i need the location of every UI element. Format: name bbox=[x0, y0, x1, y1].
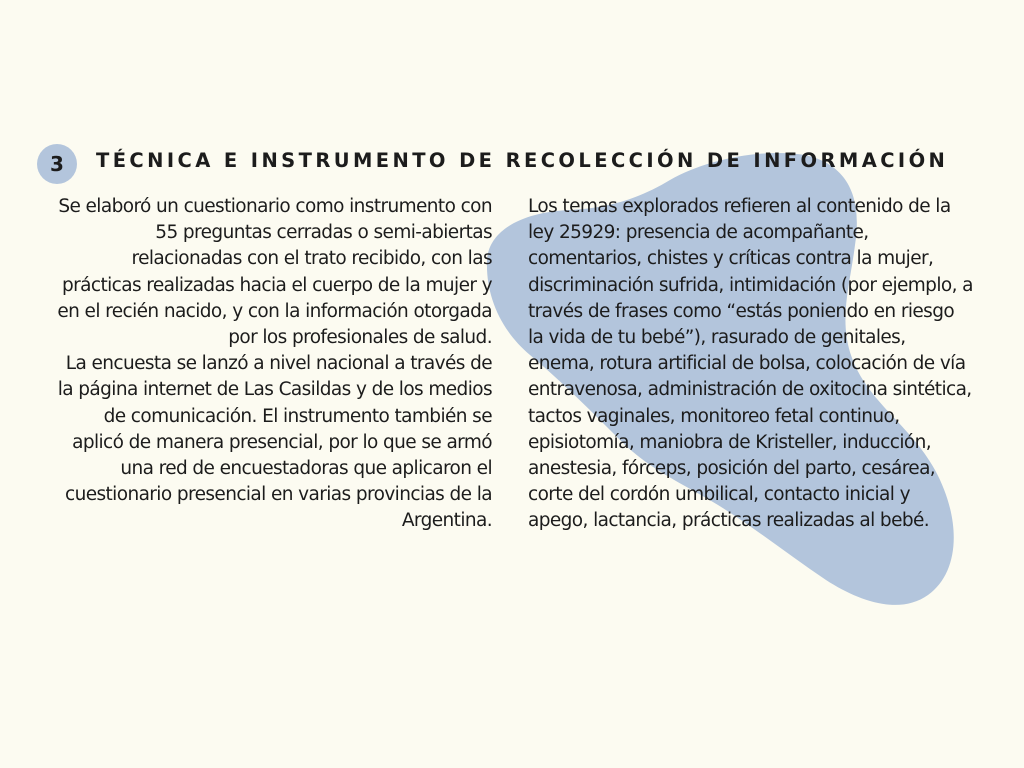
right-text-column bbox=[528, 194, 973, 535]
section-title: TÉCNICA E INSTRUMENTO DE RECOLECCIÓN DE INFORMACIÓN bbox=[96, 149, 949, 172]
left-paragraph-1: Se elaboró un cuestionario como instrumento con 55 preguntas cerradas o semi-abiertas relacionadas con el trato recibido, con las prácticas realizadas hacia el cuerpo de la mujer y en el recién nacido, y con la información otorgada por los profesionales de salud. bbox=[57, 196, 492, 349]
right-paragraph: Los temas explorados refieren al contenido de la ley 25929: presencia de acompañante, comentarios, chistes y críticas contra la mujer, discriminación sufrida, intimidación (por ejemplo, a través de frases como “estás poniendo en riesgo la vida de tu bebé”), rasurado de genitales, enema, rotura artificial de bolsa, colocación de vía entravenosa, administración de oxitocina sintética, tactos vaginales, monitoreo fetal continuo, episiotomía, maniobra de Kristeller, inducción, anestesia, fórceps, posición del parto, cesárea, corte del cordón umbilical, contacto inicial y apego, lactancia, prácticas realizadas al bebé. bbox=[528, 196, 973, 532]
section-number-badge: 3 bbox=[37, 144, 77, 184]
left-paragraph-2: La encuesta se lanzó a nivel nacional a través de la página internet de Las Casildas y de los medios de comunicación. El instrumento también se aplicó de manera presencial, por lo que se armó una red de encuestadoras que aplicaron el cuestionario presencial en varias provincias de la Argentina. bbox=[57, 353, 492, 532]
left-text-column bbox=[52, 194, 492, 535]
